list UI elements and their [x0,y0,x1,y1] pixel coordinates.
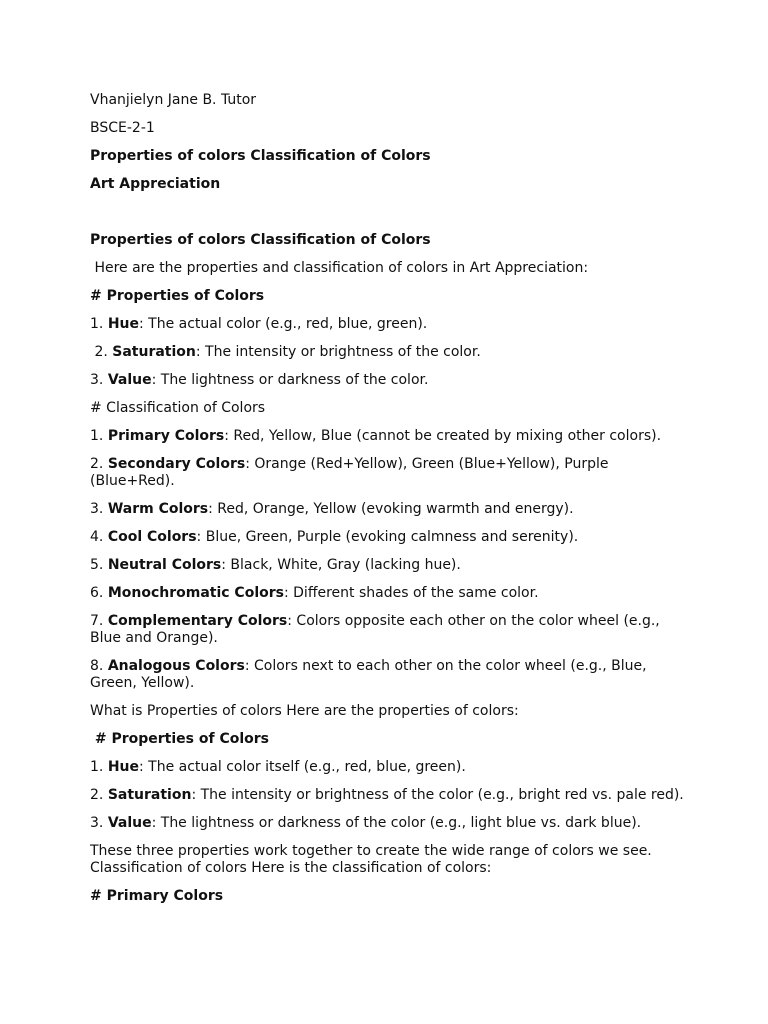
list-item [90,316,690,333]
list-item-term: Value [107,815,152,831]
list-item-description: : Red, Orange, Yellow (evoking warmth and energy). [208,501,574,517]
list-item-description: : Black, White, Gray (lacking hue). [221,557,461,573]
list-item-number: 1. [90,316,108,332]
list-item-term: Hue [107,316,139,332]
list-item [90,529,690,546]
list-item-term: Neutral Colors [107,557,222,573]
properties-heading-2: # Properties of Colors [90,731,270,747]
list-item [90,585,690,602]
section-heading: Properties of colors Classification of Colors [90,232,431,248]
list-item-number: 3. [90,372,108,388]
list-item-number: 7. [90,613,108,629]
list-item-description: : Blue, Green, Purple (evoking calmness and serenity). [196,529,579,545]
list-item-number: 2. [90,787,108,803]
list-item [90,759,690,776]
list-item [90,344,690,361]
list-item-description: : The actual color (e.g., red, blue, green). [139,316,428,332]
properties-heading: # Properties of Colors [90,288,265,304]
classification-heading: # Classification of Colors [90,400,266,416]
list-item-term: Saturation [112,344,196,360]
question-paragraph: What is Properties of colors Here are the properties of colors: [90,703,519,719]
list-item-description: : Colors opposite each other on the color wheel (e.g., Blue and Orange). [90,613,665,646]
list-item-description: : The lightness or darkness of the color. [151,372,429,388]
list-item-number: 4. [90,529,108,545]
list-item-description: : The intensity or brightness of the color (e.g., bright red vs. pale red). [191,787,684,803]
document-page [90,92,690,905]
list-item-description: : Different shades of the same color. [283,585,539,601]
properties-list-2 [90,759,690,832]
list-item [90,501,690,518]
list-item-number: 1. [90,428,108,444]
list-item-description: : Red, Yellow, Blue (cannot be created by mixing other colors). [224,428,662,444]
author-name: Vhanjielyn Jane B. Tutor [90,92,257,108]
list-item-term: Primary Colors [107,428,225,444]
list-item [90,557,690,574]
list-item-number: 3. [90,815,108,831]
list-item-term: Analogous Colors [107,658,245,674]
list-item-term: Warm Colors [107,501,209,517]
list-item-number: 2. [90,344,113,360]
list-item [90,372,690,389]
document-topic: Properties of colors Classification of Colors [90,148,431,164]
list-item-term: Value [107,372,152,388]
list-item-description: : The actual color itself (e.g., red, blue, green). [139,759,466,775]
classification-list [90,428,690,692]
list-item [90,658,690,692]
list-item [90,613,690,647]
properties-list [90,316,690,389]
list-item-term: Secondary Colors [107,456,246,472]
list-item-description: : The lightness or darkness of the color (e.g., light blue vs. dark blue). [151,815,642,831]
list-item-term: Complementary Colors [107,613,288,629]
primary-colors-heading: # Primary Colors [90,888,224,904]
list-item-description: : Colors next to each other on the color wheel (e.g., Blue, Green, Yellow). [90,658,652,691]
list-item-term: Hue [107,759,139,775]
course-section: BSCE-2-1 [90,120,155,136]
list-item-number: 6. [90,585,108,601]
list-item-number: 3. [90,501,108,517]
summary-paragraph: These three properties work together to create the wide range of colors we see. Classification of colors Here is the classification of colors: [90,843,652,876]
course-title: Art Appreciation [90,176,221,192]
intro-paragraph: Here are the properties and classification of colors in Art Appreciation: [90,260,589,276]
list-item-term: Cool Colors [107,529,197,545]
list-item [90,456,690,490]
list-item [90,815,690,832]
list-item-term: Monochromatic Colors [107,585,284,601]
list-item-number: 2. [90,456,108,472]
list-item-number: 5. [90,557,108,573]
list-item [90,787,690,804]
list-item-number: 1. [90,759,108,775]
list-item-description: : Orange (Red+Yellow), Green (Blue+Yellow), Purple (Blue+Red). [90,456,613,489]
list-item [90,428,690,445]
list-item-description: : The intensity or brightness of the color. [195,344,481,360]
list-item-number: 8. [90,658,108,674]
list-item-term: Saturation [107,787,192,803]
